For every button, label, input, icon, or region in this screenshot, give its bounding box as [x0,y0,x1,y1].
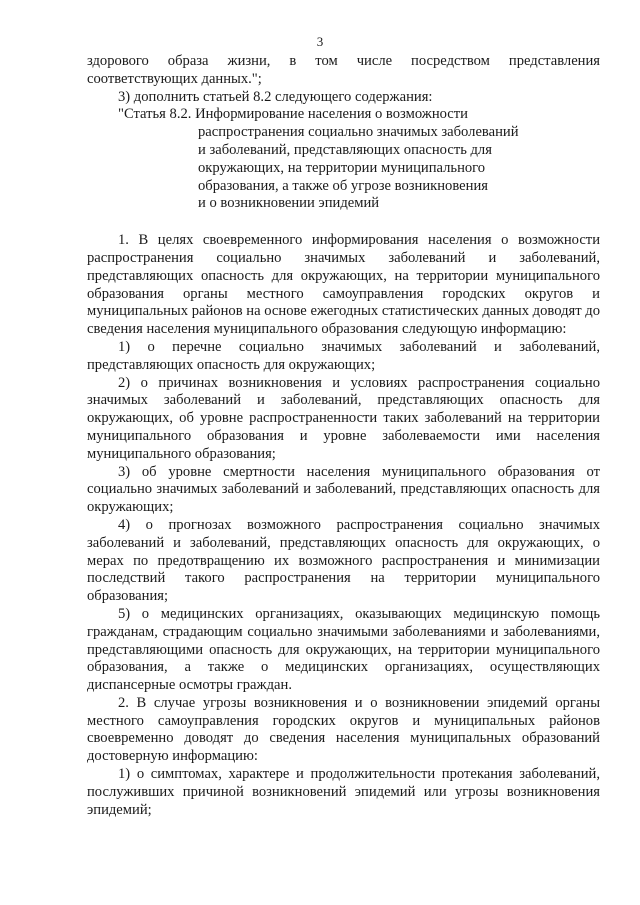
article-title-line: и заболеваний, представляющих опасность для [198,141,492,158]
paragraph-2: 2. В случае угрозы возникновения и о возникновении эпидемий органы местного самоуправления городских округов и муниципальных районов своевременно доводят до сведения населения муниципальных образований достоверную информацию: [87,694,600,765]
article-title-line: окружающих, на территории муниципального [198,159,486,176]
article-title-line: образования, а также об угрозе возникновения [198,177,488,194]
article-title-line: "Статья 8.2. Информирование населения о возможности [118,106,468,123]
page-number: 3 [316,34,324,49]
amendment-line: 3) дополнить статьей 8.2 следующего содержания: [118,88,433,105]
continuation-paragraph: здорового образа жизни, в том числе посредством представления соответствующих данных."; [87,53,600,87]
article-title-line: и о возникновении эпидемий [198,195,380,212]
paragraph-1: 1. В целях своевременного информирования населения о возможности распространения социально значимых заболеваний и заболеваний, представляющих опасность для окружающих, на территории муниципального образования органы местного самоуправления городских округов и муниципальных районов на основе ежегодных статистических данных доводят до сведения населения муниципального образования следующую информацию: [87,232,600,338]
list-item-5: 5) о медицинских организациях, оказывающих медицинскую помощь гражданам, страдающим социально значимыми заболеваниями и заболеваниями, представляющими опасность для окружающих, на территории муниципального образования, а также о медицинских организациях, осуществляющих диспансерные осмотры граждан. [87,605,600,694]
list-item-2: 2) о причинах возникновения и условиях распространения социально значимых заболеваний и заболеваний, представляющих опасность для окружающих, об уровне распространенности таких заболеваний на территории муниципального образования и уровне заболеваемости ими населения муниципального образования; [87,374,600,462]
list-item-4: 4) о прогнозах возможного распространения социально значимых заболеваний и заболеваний, представляющих опасность для окружающих, о мерах по предотвращению их возможного распространения и минимизации последствий такого распространения на территории муниципального образования; [87,516,600,605]
list-item-3: 3) об уровне смертности населения муниципального образования от социально значимых заболеваний и заболеваний, представляющих опасность для окружающих; [87,463,600,516]
article-title-line: распространения социально значимых заболеваний [198,124,519,141]
document-body [87,53,600,819]
list-item-2-1: 1) о симптомах, характере и продолжительности протекания заболеваний, послуживших причиной возникновений эпидемий или угрозы возникновения эпидемий; [87,766,600,818]
list-item-1: 1) о перечне социально значимых заболеваний и заболеваний, представляющих опасность для окружающих; [87,338,600,373]
article-title [87,106,600,213]
